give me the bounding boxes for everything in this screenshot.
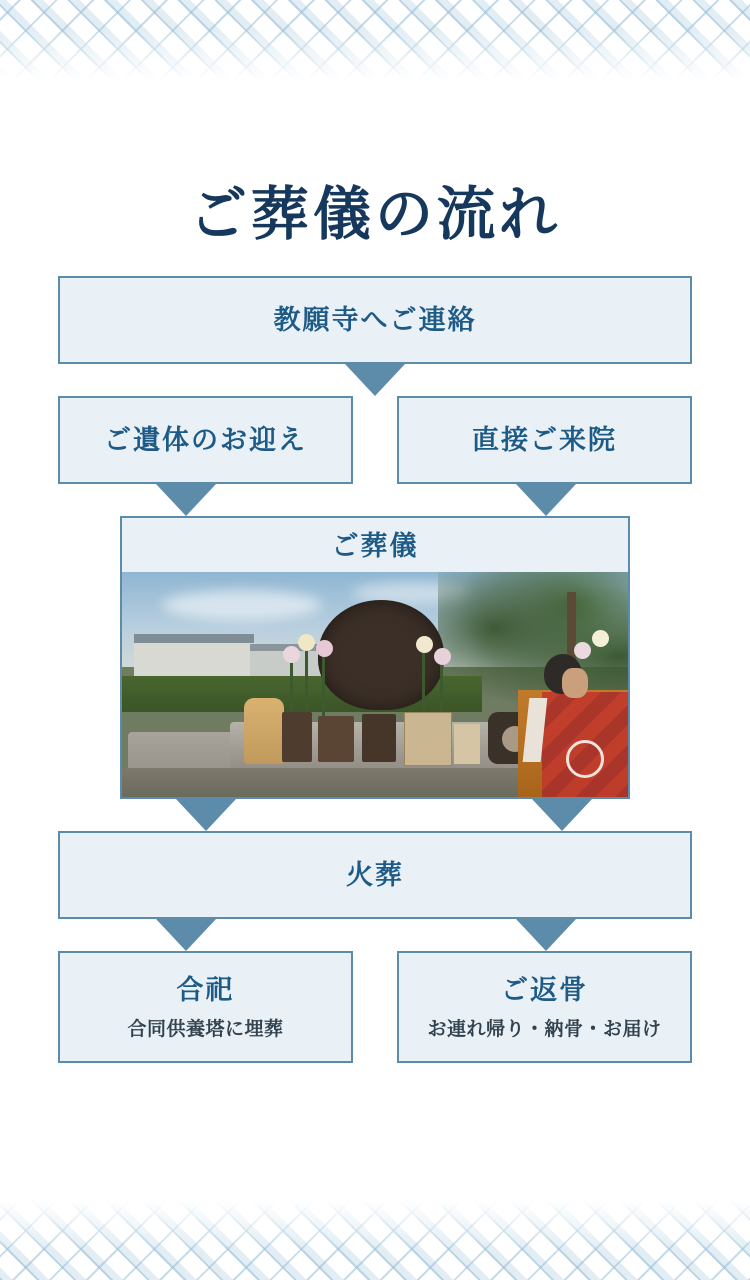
photo-vase bbox=[362, 714, 396, 762]
flow-step-funeral-label: ご葬儀 bbox=[331, 531, 419, 561]
flow-step-return-remains-sub: お連れ帰り・納骨・お届け bbox=[427, 1019, 662, 1041]
arrow-row-cremation-to-final bbox=[58, 919, 692, 951]
arrow-down-icon-visit-to-funeral bbox=[516, 484, 576, 516]
funeral-ceremony-photo bbox=[122, 572, 628, 797]
flow-step-cremation-label: 火葬 bbox=[346, 860, 404, 891]
decorative-pattern-band-top bbox=[0, 0, 750, 80]
flow-step-direct-visit-label: 直接ご来院 bbox=[472, 424, 617, 455]
photo-priest-face bbox=[562, 668, 588, 698]
decorative-pattern-band-bottom bbox=[0, 1200, 750, 1280]
arrow-down-icon-cremation-to-return bbox=[516, 919, 576, 951]
photo-memorial-board bbox=[318, 600, 444, 710]
arrow-down-icon-pickup-to-funeral bbox=[156, 484, 216, 516]
flow-step-pickup-label: ご遺体のお迎え bbox=[104, 424, 307, 455]
photo-flower-stem bbox=[422, 646, 425, 716]
flow-step-joint-burial bbox=[58, 951, 353, 1063]
funeral-flow-diagram bbox=[58, 276, 692, 1063]
flow-step-funeral bbox=[120, 516, 630, 799]
photo-wooden-box-small bbox=[454, 724, 480, 764]
flow-step-cremation bbox=[58, 831, 692, 919]
arrow-down-icon-funeral-left bbox=[176, 799, 236, 831]
flow-step-pickup bbox=[58, 396, 353, 484]
flow-step-contact bbox=[58, 276, 692, 364]
arrow-down-icon-contact-to-next bbox=[345, 364, 405, 396]
flow-row-final-options bbox=[58, 951, 692, 1063]
arrow-row-to-funeral bbox=[58, 484, 692, 516]
photo-cloth-bundle bbox=[244, 698, 284, 764]
flow-step-return-remains-label: ご返骨 bbox=[501, 974, 588, 1005]
flow-row-pickup-or-visit bbox=[58, 396, 692, 484]
photo-vase bbox=[282, 712, 312, 762]
photo-flower-stem bbox=[440, 656, 443, 716]
flow-step-direct-visit bbox=[397, 396, 692, 484]
photo-flower-stem bbox=[305, 644, 308, 716]
page-title: ご葬儀の流れ bbox=[188, 181, 561, 247]
arrow-down-icon-funeral-right bbox=[532, 799, 592, 831]
flow-step-joint-burial-label: 合祀 bbox=[176, 974, 235, 1005]
photo-wooden-box bbox=[404, 712, 452, 766]
photo-vase bbox=[318, 716, 354, 762]
flow-step-return-remains bbox=[397, 951, 692, 1063]
arrow-down-icon-cremation-to-joint bbox=[156, 919, 216, 951]
flow-step-joint-burial-sub: 合同供養塔に埋葬 bbox=[127, 1019, 284, 1041]
photo-flower-stem bbox=[290, 654, 293, 716]
flow-step-contact-label: 教願寺へご連絡 bbox=[273, 304, 477, 335]
photo-flower-stem bbox=[322, 650, 325, 716]
arrow-row-funeral-to-cremation bbox=[58, 799, 692, 831]
